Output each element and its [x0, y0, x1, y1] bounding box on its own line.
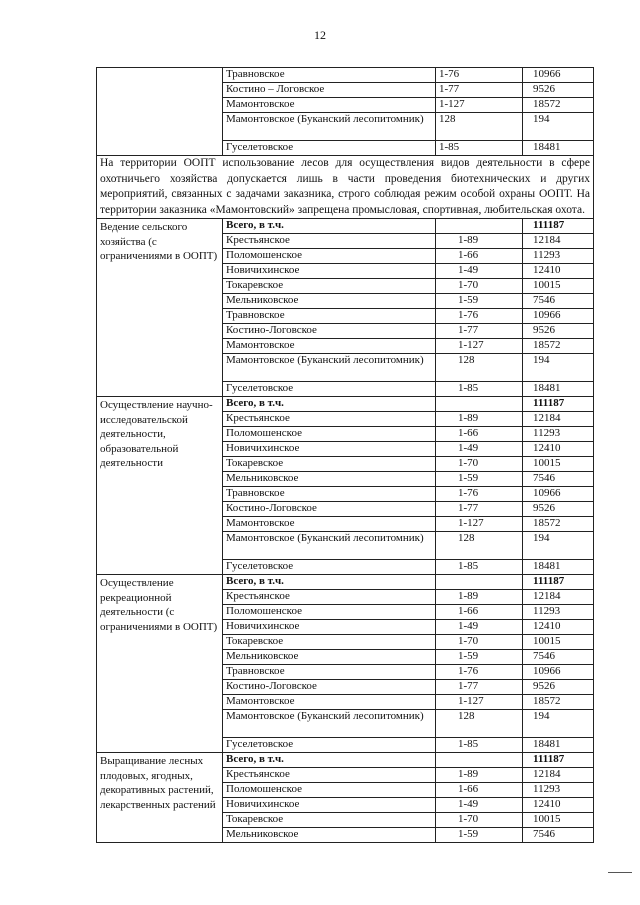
quarter-range: 1-89 — [436, 590, 523, 605]
area-value: 9526 — [523, 680, 594, 695]
quarter-range: 1-76 — [436, 665, 523, 680]
quarter-range: 1-49 — [436, 620, 523, 635]
area-value: 12410 — [523, 264, 594, 279]
quarter-range: 1-77 — [436, 324, 523, 339]
forestry-name: Поломошенское — [223, 605, 436, 620]
quarter-range: 1-127 — [436, 695, 523, 710]
forestry-name: Токаревское — [223, 635, 436, 650]
quarter-range: 1-70 — [436, 457, 523, 472]
quarter-range: 1-59 — [436, 472, 523, 487]
area-value: 11293 — [523, 605, 594, 620]
area-value: 10015 — [523, 457, 594, 472]
forestry-name: Травновское — [223, 68, 436, 83]
quarter-range: 1-127 — [436, 98, 523, 113]
forestry-name: Мамонтовское — [223, 98, 436, 113]
forestry-name: Поломошенское — [223, 427, 436, 442]
page-number: 12 — [314, 28, 326, 42]
forestry-name: Костино-Логовское — [223, 324, 436, 339]
forestry-name: Крестьянское — [223, 768, 436, 783]
forestry-name: Токаревское — [223, 813, 436, 828]
quarter-range: 1-70 — [436, 279, 523, 294]
area-value: 9526 — [523, 324, 594, 339]
quarter-range: 1-49 — [436, 798, 523, 813]
area-value: 10015 — [523, 813, 594, 828]
area-value: 12184 — [523, 590, 594, 605]
forestry-name: Гуселетовское — [223, 738, 436, 753]
area-value: 7546 — [523, 294, 594, 309]
forestry-name: Токаревское — [223, 457, 436, 472]
area-value: 11293 — [523, 427, 594, 442]
forestry-name: Мельниковское — [223, 828, 436, 843]
forestry-name: Новичихинское — [223, 620, 436, 635]
area-value: 10966 — [523, 309, 594, 324]
quarter-range: 1-49 — [436, 264, 523, 279]
quarter-range: 1-66 — [436, 605, 523, 620]
area-value: 18481 — [523, 560, 594, 575]
activity-type: Осуществление научно-исследовательской деятельности, образовательной деятельности — [97, 397, 223, 575]
forestry-name: Мамонтовское (Буканский лесопитомник) — [223, 354, 436, 382]
section-total-row — [97, 575, 594, 590]
empty-quarters — [436, 753, 523, 768]
area-value: 12410 — [523, 442, 594, 457]
total-value: 111187 — [523, 575, 594, 590]
activity-cell — [97, 68, 223, 156]
forestry-name: Костино-Логовское — [223, 680, 436, 695]
area-value: 7546 — [523, 650, 594, 665]
forestry-name: Мамонтовское (Буканский лесопитомник) — [223, 113, 436, 141]
forestry-name: Травновское — [223, 487, 436, 502]
quarter-range: 1-66 — [436, 783, 523, 798]
forestry-name: Новичихинское — [223, 442, 436, 457]
empty-quarters — [436, 219, 523, 234]
quarter-range: 1-85 — [436, 382, 523, 397]
forestry-name: Мамонтовское (Буканский лесопитомник) — [223, 710, 436, 738]
quarter-range: 1-66 — [436, 249, 523, 264]
area-value: 7546 — [523, 828, 594, 843]
activity-type: Осуществление рекреационной деятельности (с ограничениями в ООПТ) — [97, 575, 223, 753]
area-value: 194 — [523, 113, 594, 141]
area-value: 194 — [523, 532, 594, 560]
forest-use-table — [96, 67, 594, 843]
quarter-range: 128 — [436, 354, 523, 382]
area-value: 10015 — [523, 279, 594, 294]
forestry-name: Новичихинское — [223, 798, 436, 813]
quarter-range: 1-70 — [436, 813, 523, 828]
forestry-name: Мамонтовское — [223, 517, 436, 532]
quarter-range: 1-89 — [436, 768, 523, 783]
total-value: 111187 — [523, 397, 594, 412]
forestry-name: Гуселетовское — [223, 382, 436, 397]
area-value: 18481 — [523, 382, 594, 397]
total-label: Всего, в т.ч. — [223, 575, 436, 590]
area-value: 18572 — [523, 339, 594, 354]
quarter-range: 1-127 — [436, 517, 523, 532]
quarter-range: 1-49 — [436, 442, 523, 457]
activity-type: Выращивание лесных плодовых, ягодных, декоративных растений, лекарственных растений — [97, 753, 223, 843]
area-value: 12410 — [523, 620, 594, 635]
quarter-range: 1-77 — [436, 83, 523, 98]
quarter-range: 1-77 — [436, 680, 523, 695]
area-value: 12410 — [523, 798, 594, 813]
forestry-name: Гуселетовское — [223, 141, 436, 156]
table-row — [97, 68, 594, 83]
quarter-range: 1-76 — [436, 487, 523, 502]
forestry-name: Поломошенское — [223, 783, 436, 798]
area-value: 12184 — [523, 234, 594, 249]
quarter-range: 1-70 — [436, 635, 523, 650]
quarter-range: 1-59 — [436, 650, 523, 665]
area-value: 10966 — [523, 665, 594, 680]
quarter-range: 128 — [436, 113, 523, 141]
total-value: 111187 — [523, 753, 594, 768]
forestry-name: Крестьянское — [223, 590, 436, 605]
area-value: 18481 — [523, 141, 594, 156]
area-value: 12184 — [523, 768, 594, 783]
area-value: 194 — [523, 354, 594, 382]
total-label: Всего, в т.ч. — [223, 753, 436, 768]
forestry-name: Крестьянское — [223, 234, 436, 249]
quarter-range: 128 — [436, 710, 523, 738]
quarter-range: 1-89 — [436, 234, 523, 249]
area-value: 10966 — [523, 487, 594, 502]
quarter-range: 1-85 — [436, 560, 523, 575]
quarter-range: 1-59 — [436, 294, 523, 309]
area-value: 11293 — [523, 783, 594, 798]
area-value: 11293 — [523, 249, 594, 264]
activity-type: Ведение сельского хозяйства (с ограничениями в ООПТ) — [97, 219, 223, 397]
quarter-range: 1-76 — [436, 68, 523, 83]
area-value: 9526 — [523, 502, 594, 517]
forestry-name: Костино-Логовское — [223, 502, 436, 517]
total-label: Всего, в т.ч. — [223, 397, 436, 412]
area-value: 12184 — [523, 412, 594, 427]
empty-quarters — [436, 575, 523, 590]
total-label: Всего, в т.ч. — [223, 219, 436, 234]
area-value: 18572 — [523, 98, 594, 113]
quarter-range: 128 — [436, 532, 523, 560]
area-value: 18481 — [523, 738, 594, 753]
empty-quarters — [436, 397, 523, 412]
quarter-range: 1-66 — [436, 427, 523, 442]
forestry-name: Новичихинское — [223, 264, 436, 279]
forestry-name: Травновское — [223, 309, 436, 324]
quarter-range: 1-77 — [436, 502, 523, 517]
quarter-range: 1-85 — [436, 141, 523, 156]
forestry-name: Мамонтовское (Буканский лесопитомник) — [223, 532, 436, 560]
forestry-name: Поломошенское — [223, 249, 436, 264]
forestry-name: Крестьянское — [223, 412, 436, 427]
area-value: 7546 — [523, 472, 594, 487]
section-total-row — [97, 219, 594, 234]
forestry-name: Мельниковское — [223, 472, 436, 487]
section-total-row — [97, 753, 594, 768]
area-value: 10015 — [523, 635, 594, 650]
page-edge-mark — [608, 872, 632, 873]
quarter-range: 1-76 — [436, 309, 523, 324]
quarter-range: 1-127 — [436, 339, 523, 354]
quarter-range: 1-89 — [436, 412, 523, 427]
forestry-name: Мамонтовское — [223, 339, 436, 354]
quarter-range: 1-85 — [436, 738, 523, 753]
hunting-note: На территории ООПТ использование лесов для осуществления видов деятельности в сфере охотничьего хозяйства допускается лишь в части проведения биотехнических и других мероприятий, связанных с задачами заказника, строго соблюдая режим особой охраны ООПТ. На территории заказника «Мамонтовский» запрещена промысловая, спортивная, любительская охота. — [97, 156, 594, 219]
area-value: 194 — [523, 710, 594, 738]
forestry-name: Мельниковское — [223, 294, 436, 309]
forestry-name: Гуселетовское — [223, 560, 436, 575]
area-value: 18572 — [523, 517, 594, 532]
forestry-name: Мамонтовское — [223, 695, 436, 710]
total-value: 111187 — [523, 219, 594, 234]
forestry-name: Мельниковское — [223, 650, 436, 665]
area-value: 9526 — [523, 83, 594, 98]
note-row — [97, 156, 594, 219]
quarter-range: 1-59 — [436, 828, 523, 843]
forestry-name: Костино – Логовское — [223, 83, 436, 98]
section-total-row — [97, 397, 594, 412]
area-value: 18572 — [523, 695, 594, 710]
area-value: 10966 — [523, 68, 594, 83]
forestry-name: Травновское — [223, 665, 436, 680]
forestry-name: Токаревское — [223, 279, 436, 294]
